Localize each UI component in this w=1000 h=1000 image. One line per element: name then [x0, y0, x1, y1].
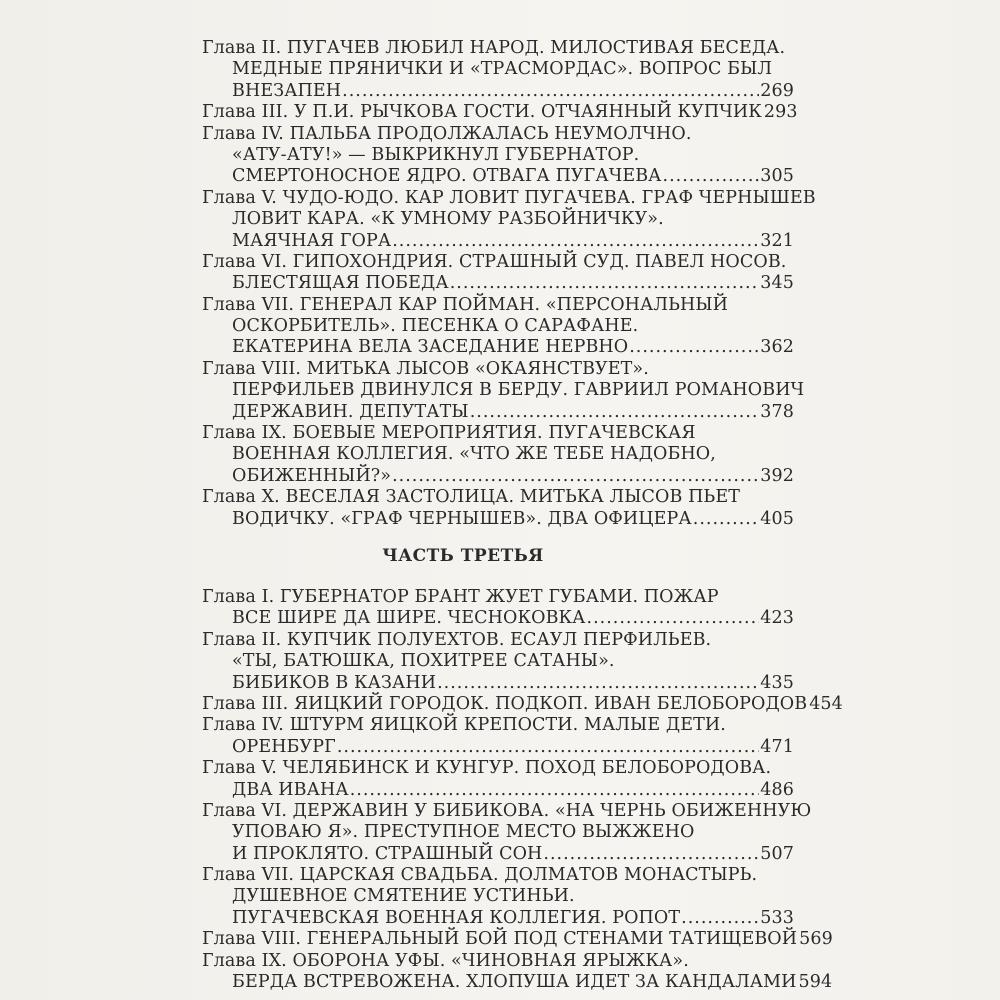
toc-entry — [202, 252, 794, 295]
toc-entry-line — [202, 972, 833, 993]
toc-entry — [202, 587, 794, 630]
toc-entry-text: Глава VII. ЦАРСКАЯ СВАДЬБА. ДОЛМАТОВ МОНАСТЫРЬ. — [202, 865, 758, 886]
toc-entry-line — [202, 715, 794, 736]
toc-entry — [202, 630, 794, 694]
toc-entry-line — [202, 337, 794, 358]
toc-page-number: 321 — [760, 230, 794, 251]
toc-page-number: 533 — [760, 907, 794, 928]
dot-leader — [450, 273, 760, 294]
toc-entry-line — [202, 608, 794, 629]
toc-entry-text: ПУГАЧЕВСКАЯ ВОЕННАЯ КОЛЛЕГИЯ. РОПОТ — [232, 907, 681, 928]
toc-entry-text: БЕРДА ВСТРЕВОЖЕНА. ХЛОПУША ИДЕТ ЗА КАНДАЛАМИ — [232, 972, 797, 993]
toc-entry-line — [202, 423, 794, 444]
toc-entry-line — [202, 359, 794, 380]
toc-entry-text: ЛОВИТ КАРА. «К УМНОМУ РАЗБОЙНИЧКУ». — [232, 209, 664, 230]
dot-leader — [342, 81, 759, 102]
toc-entry-text: СМЕРТОНОСНОЕ ЯДРО. ОТВАГА ПУГАЧЕВА — [232, 166, 662, 187]
toc-page-number: 378 — [760, 401, 794, 422]
toc-entry-line — [202, 487, 794, 508]
toc-entry — [202, 102, 798, 123]
toc-page-number: 269 — [760, 80, 794, 101]
toc-page-number: 345 — [760, 273, 794, 294]
toc-entry-line — [202, 59, 794, 80]
toc-entry-text: Глава IV. ШТУРМ ЯИЦКОЙ КРЕПОСТИ. МАЛЫЕ ДЕТИ. — [202, 715, 726, 736]
toc-entry-text: ВОЕННАЯ КОЛЛЕГИЯ. «ЧТО ЖЕ ТЕБЕ НАДОБНО, — [232, 444, 716, 465]
toc-entry-line — [202, 673, 794, 694]
toc-entry-text: ЕКАТЕРИНА ВЕЛА ЗАСЕДАНИЕ НЕРВНО — [232, 337, 629, 358]
toc-entry-line — [202, 865, 794, 886]
toc-entry-line — [202, 380, 805, 401]
toc-entry-text: БЛЕСТЯЩАЯ ПОБЕДА — [232, 273, 449, 294]
toc-entry-line — [202, 737, 794, 758]
toc-page-number: 423 — [760, 608, 794, 629]
toc-entry-text: МАЯЧНАЯ ГОРА — [232, 230, 392, 251]
toc-entry-line — [202, 693, 843, 715]
toc-entry-line — [202, 444, 794, 465]
toc-entry-line — [202, 630, 794, 651]
toc-entry-line — [202, 81, 794, 102]
toc-entry-line — [202, 651, 794, 672]
toc-entry — [202, 693, 843, 715]
toc-entry-line — [202, 252, 794, 273]
dot-leader — [470, 402, 760, 423]
toc-entry-line — [202, 929, 833, 950]
toc-page-number: 486 — [760, 779, 794, 800]
dot-leader — [587, 608, 760, 629]
toc-entry-line — [202, 209, 794, 230]
toc-page-number: 454 — [809, 693, 843, 714]
dot-leader — [663, 166, 760, 187]
toc-entry-text: «АТУ-АТУ!» — ВЫКРИКНУЛ ГУБЕРНАТОР. — [232, 144, 640, 165]
toc-entry-line — [202, 758, 794, 779]
toc-entry-line — [202, 295, 794, 316]
toc-entry-text: Глава V. ЧУДО-ЮДО. КАР ЛОВИТ ПУГАЧЕВА. ГРАФ ЧЕРНЫШЕВ — [202, 187, 816, 208]
dot-leader — [392, 466, 759, 487]
toc-entry-line — [202, 886, 794, 907]
toc-entry — [202, 950, 833, 994]
toc-entry-line — [202, 844, 794, 865]
toc-entry-text: ОРЕНБУРГ — [232, 736, 336, 757]
toc-part-three-list — [202, 586, 843, 993]
toc-entry-line — [202, 509, 794, 530]
toc-entry-text: Глава IX. ОБОРОНА УФЫ. «ЧИНОВНАЯ ЯРЫЖКА». — [202, 950, 689, 971]
toc-entry — [202, 800, 812, 865]
toc-entry-text: Глава IV. ПАЛЬБА ПРОДОЛЖАЛАСЬ НЕУМОЛЧНО. — [202, 123, 692, 144]
toc-entry-text: ОСКОРБИТЕЛЬ». ПЕСЕНКА О САРАФАНЕ. — [232, 316, 639, 337]
toc-page-number: 594 — [798, 972, 833, 993]
toc-part-two-list — [202, 38, 816, 530]
toc-entry-text: Глава VII. ГЕНЕРАЛ КАР ПОЙМАН. «ПЕРСОНАЛЬНЫЙ — [202, 294, 729, 315]
toc-entry-line — [202, 166, 794, 187]
toc-entry — [202, 487, 794, 530]
toc-entry-line — [202, 587, 794, 608]
toc-page-number: 293 — [763, 102, 798, 123]
toc-entry — [202, 295, 794, 359]
toc-entry-line — [202, 402, 794, 423]
table-of-contents — [202, 38, 843, 993]
toc-entry-text: И ПРОКЛЯТО. СТРАШНЫЙ СОН — [232, 843, 543, 864]
toc-entry-text: БИБИКОВ В КАЗАНИ — [232, 672, 437, 693]
toc-page-number: 405 — [760, 508, 794, 529]
toc-entry-text: ДЕРЖАВИН. ДЕПУТАТЫ — [232, 401, 469, 422]
toc-entry-line — [202, 800, 812, 822]
dot-leader — [392, 231, 759, 252]
toc-entry-text: ПЕРФИЛЬЕВ ДВИНУЛСЯ В БЕРДУ. ГАВРИИЛ РОМАНОВИЧ — [232, 380, 805, 401]
toc-entry-text: ВСЕ ШИРЕ ДА ШИРЕ. ЧЕСНОКОВКА — [232, 608, 586, 629]
toc-entry-line — [202, 231, 794, 252]
dot-leader — [350, 780, 760, 801]
toc-entry-line — [202, 822, 794, 843]
part-three-heading: ЧАСТЬ ТРЕТЬЯ — [382, 545, 544, 566]
toc-page-number: 362 — [760, 337, 794, 358]
toc-entry — [202, 358, 805, 423]
toc-entry — [202, 929, 833, 950]
toc-entry-text: ВОДИЧКУ. «ГРАФ ЧЕРНЫШЕВ». ДВА ОФИЦЕРА — [232, 508, 692, 529]
toc-entry-text: ВНЕЗАПЕН — [232, 80, 342, 101]
toc-entry — [202, 38, 794, 102]
toc-entry — [202, 865, 794, 929]
toc-entry — [202, 124, 794, 188]
dot-leader — [543, 844, 759, 865]
toc-entry-text: Глава II. ПУГАЧЕВ ЛЮБИЛ НАРОД. МИЛОСТИВАЯ БЕСЕДА. — [202, 38, 786, 58]
toc-entry-line — [202, 316, 794, 337]
toc-entry-line — [202, 102, 798, 123]
toc-entry-text: МЕДНЫЕ ПРЯНИЧКИ И «ТРАСМОРДАС». ВОПРОС БЫЛ — [232, 59, 773, 80]
toc-entry-text: Глава II. КУПЧИК ПОЛУЕХТОВ. ЕСАУЛ ПЕРФИЛЬЕВ. — [202, 629, 712, 650]
toc-entry-text: ДВА ИВАНА — [232, 779, 349, 800]
toc-entry-text: Глава VIII. ГЕНЕРАЛЬНЫЙ БОЙ ПОД СТЕНАМИ ТАТИЩЕВОЙ — [202, 929, 798, 950]
dot-leader — [693, 509, 760, 530]
toc-entry-text: УПОВАЮ Я». ПРЕСТУПНОЕ МЕСТО ВЫЖЖЕНО — [232, 822, 695, 843]
toc-entry-line — [202, 273, 794, 294]
toc-entry-line — [202, 780, 794, 801]
dot-leader — [629, 337, 759, 358]
toc-entry-text: Глава VIII. МИТЬКА ЛЫСОВ «ОКАЯНСТВУЕТ». — [202, 358, 649, 379]
toc-entry — [202, 758, 794, 801]
toc-entry-text: Глава X. ВЕСЕЛАЯ ЗАСТОЛИЦА. МИТЬКА ЛЫСОВ ПЬЕТ — [202, 487, 740, 508]
toc-entry-text: «ТЫ, БАТЮШКА, ПОХИТРЕЕ САТАНЫ». — [232, 651, 615, 672]
toc-entry — [202, 187, 816, 252]
toc-entry-line — [202, 951, 794, 972]
toc-page-number: 392 — [760, 465, 794, 486]
toc-page-number: 435 — [760, 672, 794, 693]
toc-entry — [202, 715, 794, 758]
toc-entry-text: Глава I. ГУБЕРНАТОР БРАНТ ЖУЕТ ГУБАМИ. ПОЖАР — [202, 586, 719, 607]
toc-page-number: 507 — [760, 843, 794, 864]
toc-entry-line — [202, 124, 794, 145]
toc-entry-line — [202, 187, 816, 209]
toc-entry-line — [202, 38, 794, 59]
toc-entry-line — [202, 908, 794, 929]
toc-entry-text: Глава IX. БОЕВЫЕ МЕРОПРИЯТИЯ. ПУГАЧЕВСКАЯ — [202, 423, 696, 444]
dot-leader — [337, 737, 759, 758]
toc-entry-text: Глава V. ЧЕЛЯБИНСК И КУНГУР. ПОХОД БЕЛОБОРОДОВА. — [202, 758, 772, 779]
dot-leader — [681, 908, 759, 929]
toc-page-number: 471 — [760, 736, 794, 757]
toc-entry-line — [202, 145, 794, 166]
toc-page-number: 569 — [799, 929, 833, 950]
toc-entry-text: Глава III. ЯИЦКИЙ ГОРОДОК. ПОДКОП. ИВАН БЕЛОБОРОДОВ — [202, 693, 808, 714]
toc-entry-text: Глава VI. ДЕРЖАВИН У БИБИКОВА. «НА ЧЕРНЬ ОБИЖЕННУЮ — [202, 800, 812, 821]
toc-page-number: 305 — [760, 166, 794, 187]
toc-entry-text: ОБИЖЕННЫЙ?» — [232, 465, 392, 486]
dot-leader — [437, 673, 759, 694]
toc-entry-text: Глава III. У П.И. РЫЧКОВА ГОСТИ. ОТЧАЯННЫЙ КУПЧИК — [202, 102, 762, 123]
toc-entry — [202, 423, 794, 487]
toc-entry-text: Глава VI. ГИПОХОНДРИЯ. СТРАШНЫЙ СУД. ПАВЕЛ НОСОВ. — [202, 251, 787, 272]
toc-entry-line — [202, 466, 794, 487]
toc-entry-text: ДУШЕВНОЕ СМЯТЕНИЕ УСТИНЬИ. — [232, 886, 575, 907]
